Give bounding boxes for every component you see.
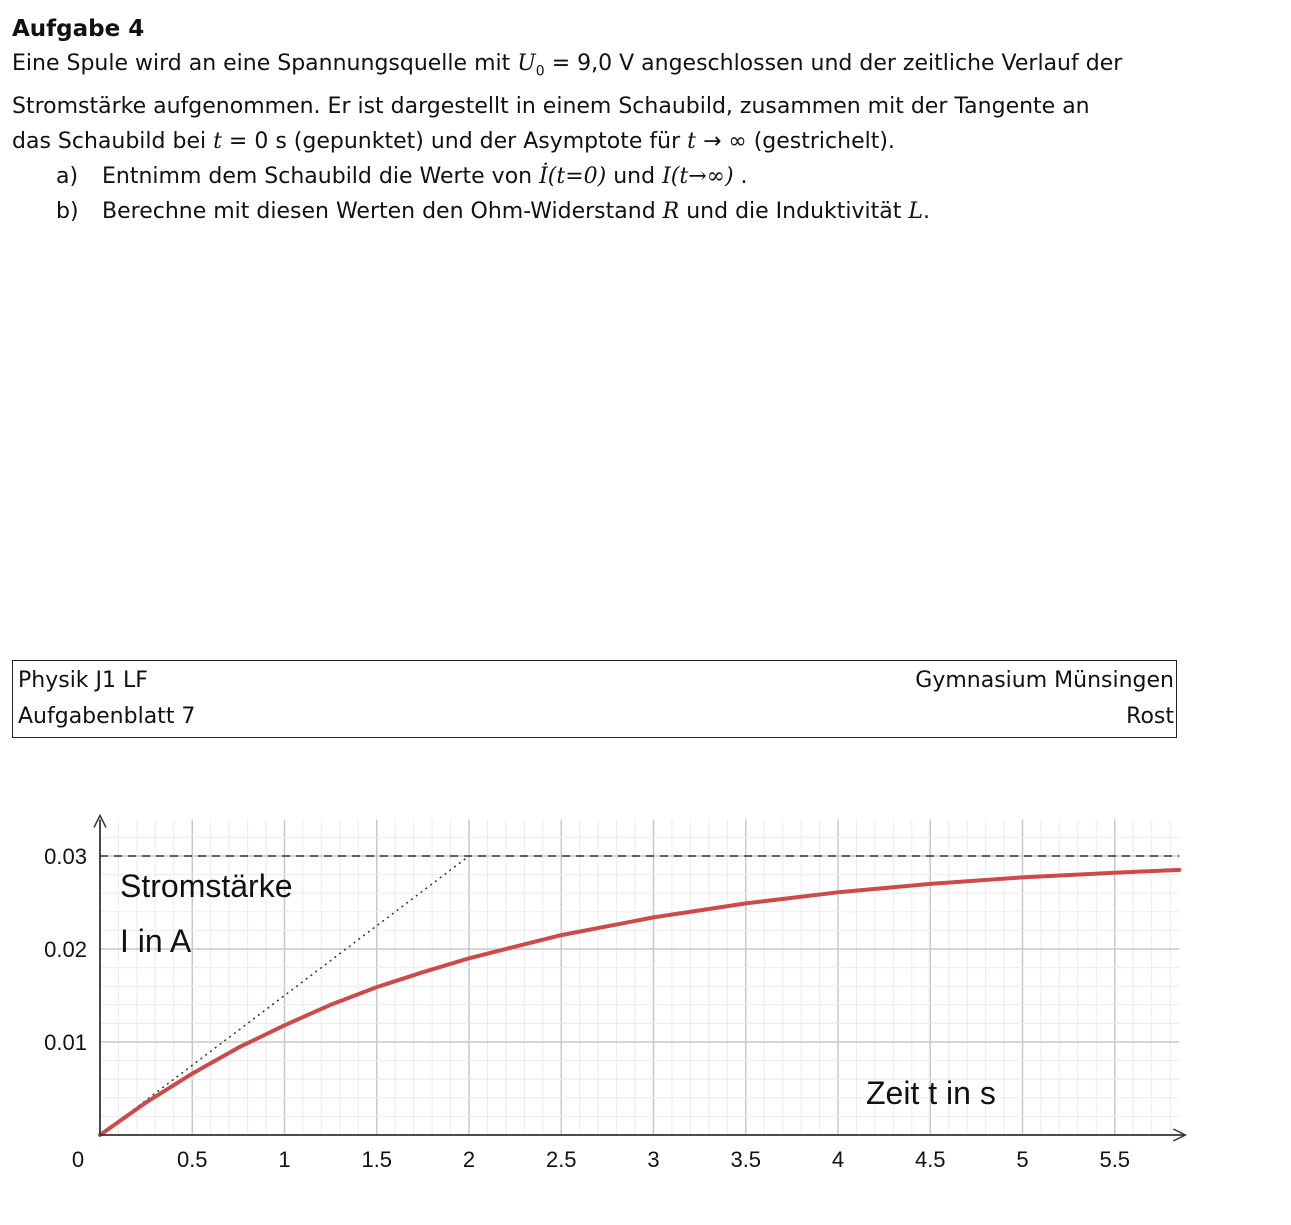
item-b-content [102,194,930,229]
header-row-1 [13,663,1176,699]
item-a-formula-limit: I(t→∞) [662,164,734,190]
header-row-2 [13,699,1176,735]
task-line-3 [12,124,1282,159]
task-line-1-rest: = 9,0 V angeschlossen und der zeitliche Verlauf der [544,51,1123,76]
task-title: Aufgabe 4 [12,16,145,42]
x-tick-label: 3.5 [730,1147,762,1172]
y-tick-label: 0.02 [44,937,87,962]
item-b-end: . [922,199,930,225]
sheet-name: Aufgabenblatt 7 [18,704,196,729]
task-line-3-mid: = 0 s (gepunktet) und der Asymptote für [221,129,688,155]
item-a-label: a) [56,164,79,190]
curve-layer [100,870,1179,1135]
item-a-content [102,159,748,194]
voltage-symbol: U [517,51,536,76]
y-tick-label: 0.01 [44,1030,87,1055]
y-axis-label-line-1: Stromstärke [120,868,293,904]
x-tick-label: 1 [278,1147,291,1172]
x-tick-label: 1.5 [361,1147,393,1172]
y-axis-label-line-2: I in A [120,923,192,959]
item-b-text: Berechne mit diesen Werten den Ohm-Widerstand [102,199,663,225]
task-line-3-text: das Schaubild bei [12,129,214,155]
voltage-subscript: 0 [535,63,545,80]
sheet-header [12,660,1177,738]
time-symbol: t [213,129,222,155]
y-tick-label: 0.03 [44,844,87,869]
school-name: Gymnasium Münsingen [915,668,1174,693]
x-tick-label: 0 [71,1147,85,1172]
item-a-end: . [733,164,748,190]
grid [100,819,1179,1135]
item-b-label: b) [56,199,79,225]
item-a-and: und [606,164,663,190]
item-a-formula-derivative: İ(t=0) [539,164,607,190]
x-tick-label: 2 [462,1147,476,1172]
task-line-1-text: Eine Spule wird an eine Spannungsquelle mit [12,51,518,76]
x-tick-label: 5 [1016,1147,1029,1172]
x-tick-label: 5.5 [1099,1147,1131,1172]
teacher-name: Rost [1126,704,1174,729]
task-line-3-end: → ∞ (gestrichelt). [695,129,895,155]
task-item-a [56,159,1282,194]
x-tick-label: 4.5 [914,1147,946,1172]
x-tick-label: 2.5 [545,1147,577,1172]
x-tick-label: 0.5 [176,1147,208,1172]
x-axis-label: Zeit t in s [866,1075,996,1111]
labels [120,868,996,1111]
item-a-text: Entnimm dem Schaubild die Werte von [102,164,540,190]
current-chart [0,760,1291,1190]
item-b-mid: und die Induktivität [679,199,909,225]
inductance-symbol: L [908,199,923,225]
x-tick-label: 4 [831,1147,845,1172]
resistance-symbol: R [662,199,680,225]
task-item-b [56,194,1282,229]
x-tick-label: 3 [647,1147,660,1172]
task-line-2: Stromstärke aufgenommen. Er ist dargestellt in einem Schaubild, zusammen mit der Tangente an [12,94,1090,120]
course-name: Physik J1 LF [18,668,148,693]
time-symbol-2: t [687,129,696,155]
task-line-1 [12,46,1282,89]
task-block [12,12,1282,229]
current-curve [100,870,1179,1135]
